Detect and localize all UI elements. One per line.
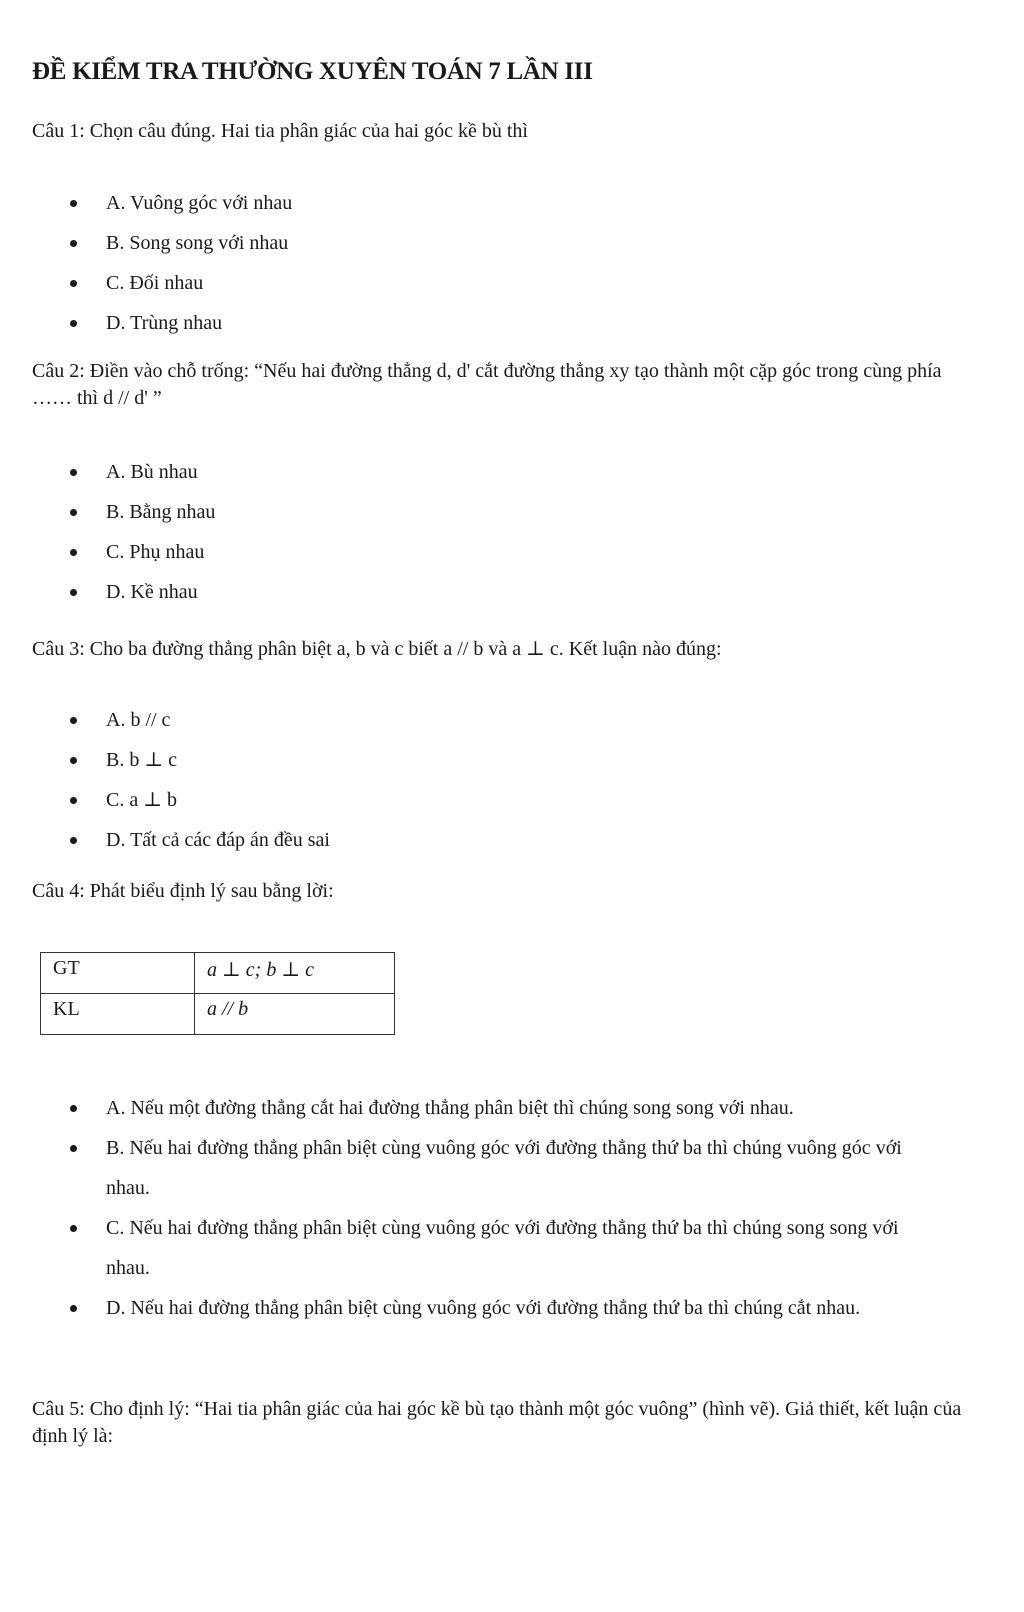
question-2-option-d: D. Kề nhau: [0, 572, 960, 612]
question-4-option-a: A. Nếu một đường thẳng cắt hai đường thẳng phân biệt thì chúng song song với nhau.: [0, 1088, 960, 1128]
question-3-option-a: A. b // c: [0, 700, 960, 740]
question-1-option-c: C. Đối nhau: [0, 263, 960, 303]
question-1-option-a: A. Vuông góc với nhau: [0, 183, 960, 223]
question-2-options: [0, 452, 960, 612]
question-3-option-c: C. a ⊥ b: [0, 780, 960, 820]
gt-label: GT: [41, 953, 195, 994]
question-2-text: Câu 2: Điền vào chỗ trống: “Nếu hai đường thẳng d, d' cắt đường thẳng xy tạo thành một cặp góc trong cùng phía …… thì d // d' ”: [32, 360, 942, 409]
question-4-option-d: D. Nếu hai đường thẳng phân biệt cùng vuông góc với đường thẳng thứ ba thì chúng cắt nhau.: [0, 1288, 960, 1328]
table-row: [41, 994, 395, 1035]
question-4-option-b: B. Nếu hai đường thẳng phân biệt cùng vuông góc với đường thẳng thứ ba thì chúng vuông góc với nhau.: [0, 1128, 960, 1208]
hypothesis-conclusion-table: [40, 952, 395, 1035]
page-title: ĐỀ KIỂM TRA THƯỜNG XUYÊN TOÁN 7 LẦN III: [32, 58, 593, 85]
question-2-option-a: A. Bù nhau: [0, 452, 960, 492]
question-4-text: Câu 4: Phát biểu định lý sau bằng lời:: [32, 880, 334, 902]
kl-label: KL: [41, 994, 195, 1035]
question-5-text: Câu 5: Cho định lý: “Hai tia phân giác của hai góc kề bù tạo thành một góc vuông” (hình vẽ). Giả thiết, kết luận của định lý là:: [32, 1398, 962, 1447]
table-row: [41, 953, 395, 994]
question-2-option-c: C. Phụ nhau: [0, 532, 960, 572]
kl-value: a // b: [195, 994, 395, 1035]
gt-value: a ⊥ c; b ⊥ c: [195, 953, 395, 994]
question-3-option-d: D. Tất cả các đáp án đều sai: [0, 820, 960, 860]
question-3-options: [0, 700, 960, 860]
question-2-option-b: B. Bằng nhau: [0, 492, 960, 532]
question-1-option-d: D. Trùng nhau: [0, 303, 960, 343]
question-4-option-c: C. Nếu hai đường thẳng phân biệt cùng vuông góc với đường thẳng thứ ba thì chúng song song với nhau.: [0, 1208, 960, 1288]
question-3-option-b: B. b ⊥ c: [0, 740, 960, 780]
question-1-options: [0, 183, 960, 343]
question-3-text: Câu 3: Cho ba đường thẳng phân biệt a, b và c biết a // b và a ⊥ c. Kết luận nào đúng:: [32, 638, 722, 660]
question-4-options: [0, 1088, 960, 1328]
question-1-text: Câu 1: Chọn câu đúng. Hai tia phân giác của hai góc kề bù thì: [32, 120, 528, 142]
question-1-option-b: B. Song song với nhau: [0, 223, 960, 263]
